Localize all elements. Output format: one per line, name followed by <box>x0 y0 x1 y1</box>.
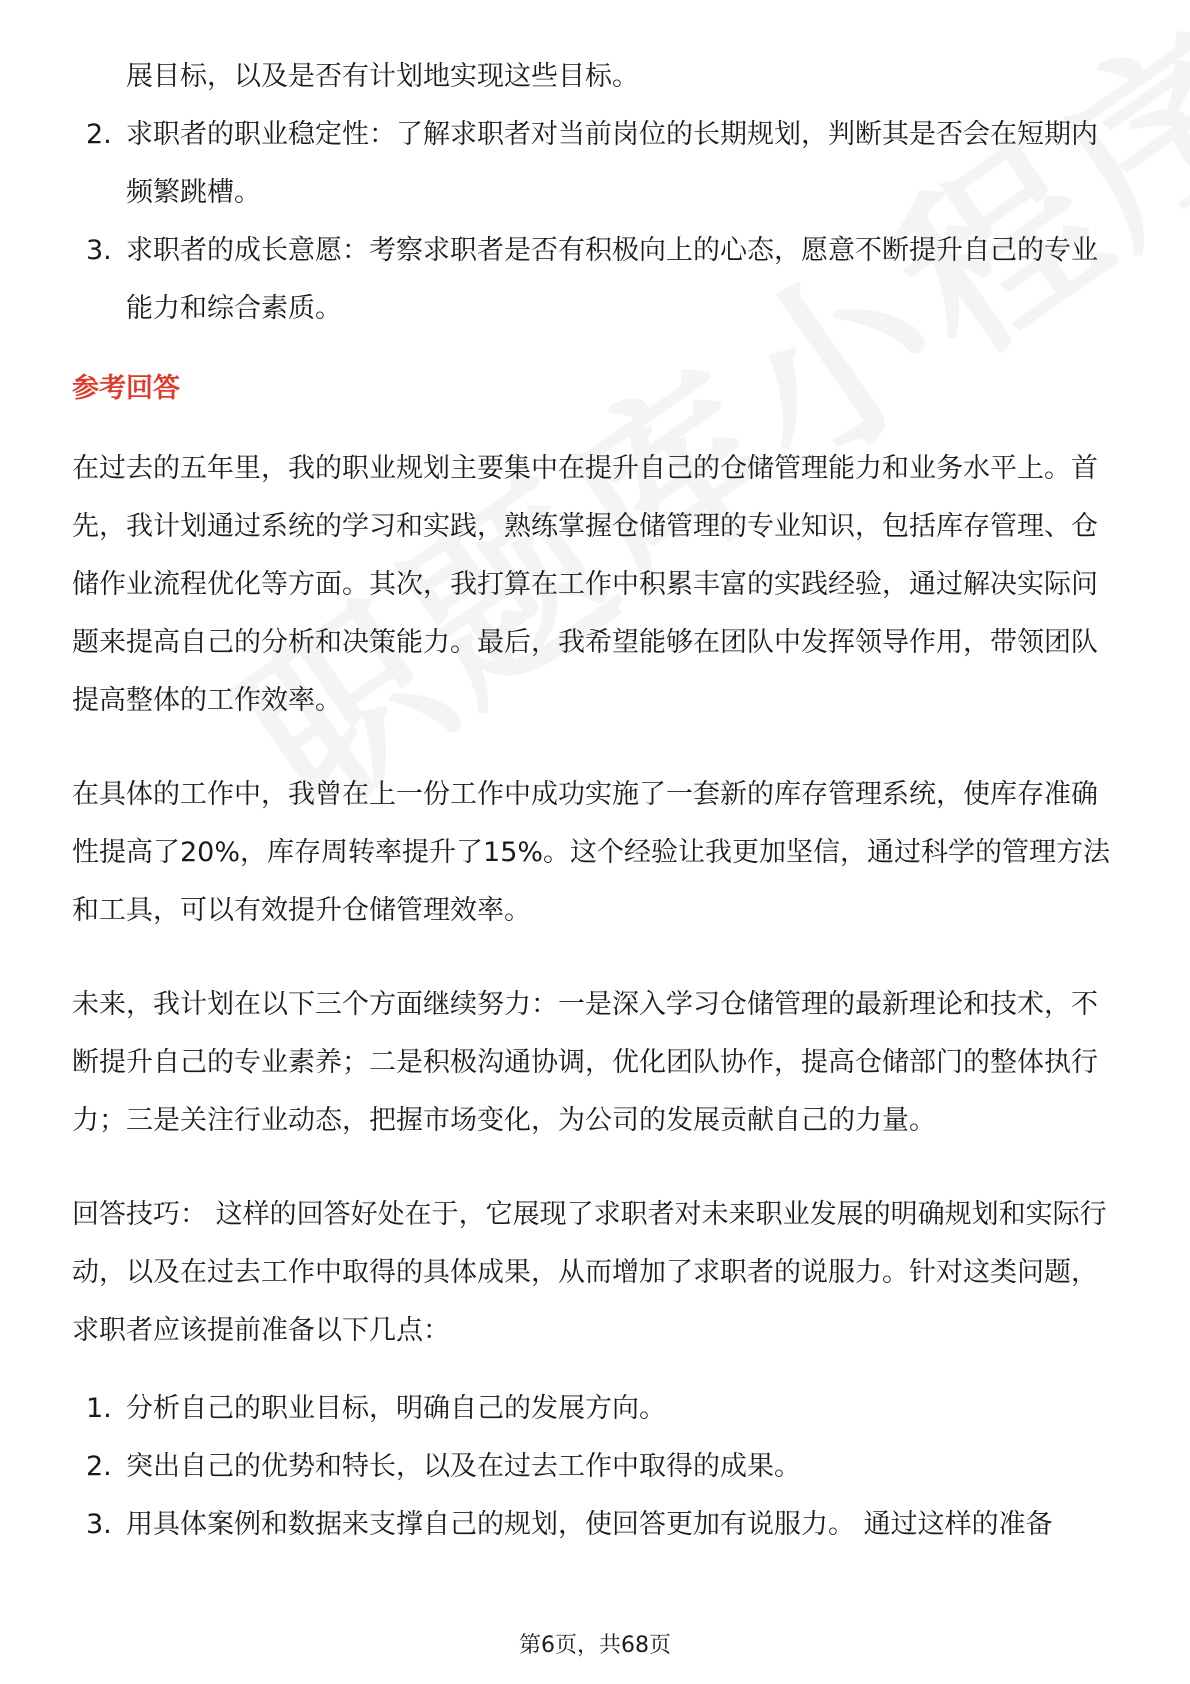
list-item-text: 用具体案例和数据来支撑自己的规划，使回答更加有说服力。 通过这样的准备 <box>126 1509 1053 1540</box>
list-item <box>72 106 1122 222</box>
section-title-reference-answer: 参考回答 <box>72 373 180 404</box>
page-content <box>72 48 1122 1554</box>
list-item-number: 2. <box>86 1451 112 1482</box>
list-item <box>72 1438 1122 1496</box>
list-item-text: 分析自己的职业目标，明确自己的发展方向。 <box>126 1393 666 1424</box>
list-item-number: 3. <box>86 235 112 266</box>
answer-paragraph: 未来，我计划在以下三个方面继续努力：一是深入学习仓储管理的最新理论和技术，不断提升自己的专业素养；二是积极沟通协调，优化团队协作，提高仓储部门的整体执行力；三是关注行业动态，把握市场变化，为公司的发展贡献自己的力量。 <box>72 989 1098 1136</box>
list-item <box>72 1380 1122 1438</box>
list-item <box>72 222 1122 338</box>
question-points-list <box>72 106 1122 338</box>
list-item-text: 求职者的职业稳定性：了解求职者对当前岗位的长期规划，判断其是否会在短期内频繁跳槽。 <box>126 119 1098 208</box>
page-number-footer: 第6页，共68页 <box>519 1633 671 1658</box>
list-item-continuation: 展目标，以及是否有计划地实现这些目标。 <box>126 61 639 92</box>
answer-paragraph: 在过去的五年里，我的职业规划主要集中在提升自己的仓储管理能力和业务水平上。首先，我计划通过系统的学习和实践，熟练掌握仓储管理的专业知识，包括库存管理、仓储作业流程优化等方面。其次，我打算在工作中积累丰富的实践经验，通过解决实际问题来提高自己的分析和决策能力。最后，我希望能够在团队中发挥领导作用，带领团队提高整体的工作效率。 <box>72 453 1098 716</box>
answer-tips-paragraph: 回答技巧： 这样的回答好处在于，它展现了求职者对未来职业发展的明确规划和实际行动，以及在过去工作中取得的具体成果，从而增加了求职者的说服力。针对这类问题，求职者应该提前准备以下几点： <box>72 1199 1107 1346</box>
answer-paragraph: 在具体的工作中，我曾在上一份工作中成功实施了一套新的库存管理系统，使库存准确性提高了20%，库存周转率提升了15%。这个经验让我更加坚信，通过科学的管理方法和工具，可以有效提升仓储管理效率。 <box>72 779 1111 926</box>
list-item-text: 突出自己的优势和特长，以及在过去工作中取得的成果。 <box>126 1451 801 1482</box>
tips-list <box>72 1380 1122 1554</box>
list-item-text: 求职者的成长意愿：考察求职者是否有积极向上的心态，愿意不断提升自己的专业能力和综合素质。 <box>126 235 1098 324</box>
list-item-number: 2. <box>86 119 112 150</box>
list-item-number: 3. <box>86 1509 112 1540</box>
list-item-number: 1. <box>86 1393 112 1424</box>
list-item <box>72 1496 1122 1554</box>
